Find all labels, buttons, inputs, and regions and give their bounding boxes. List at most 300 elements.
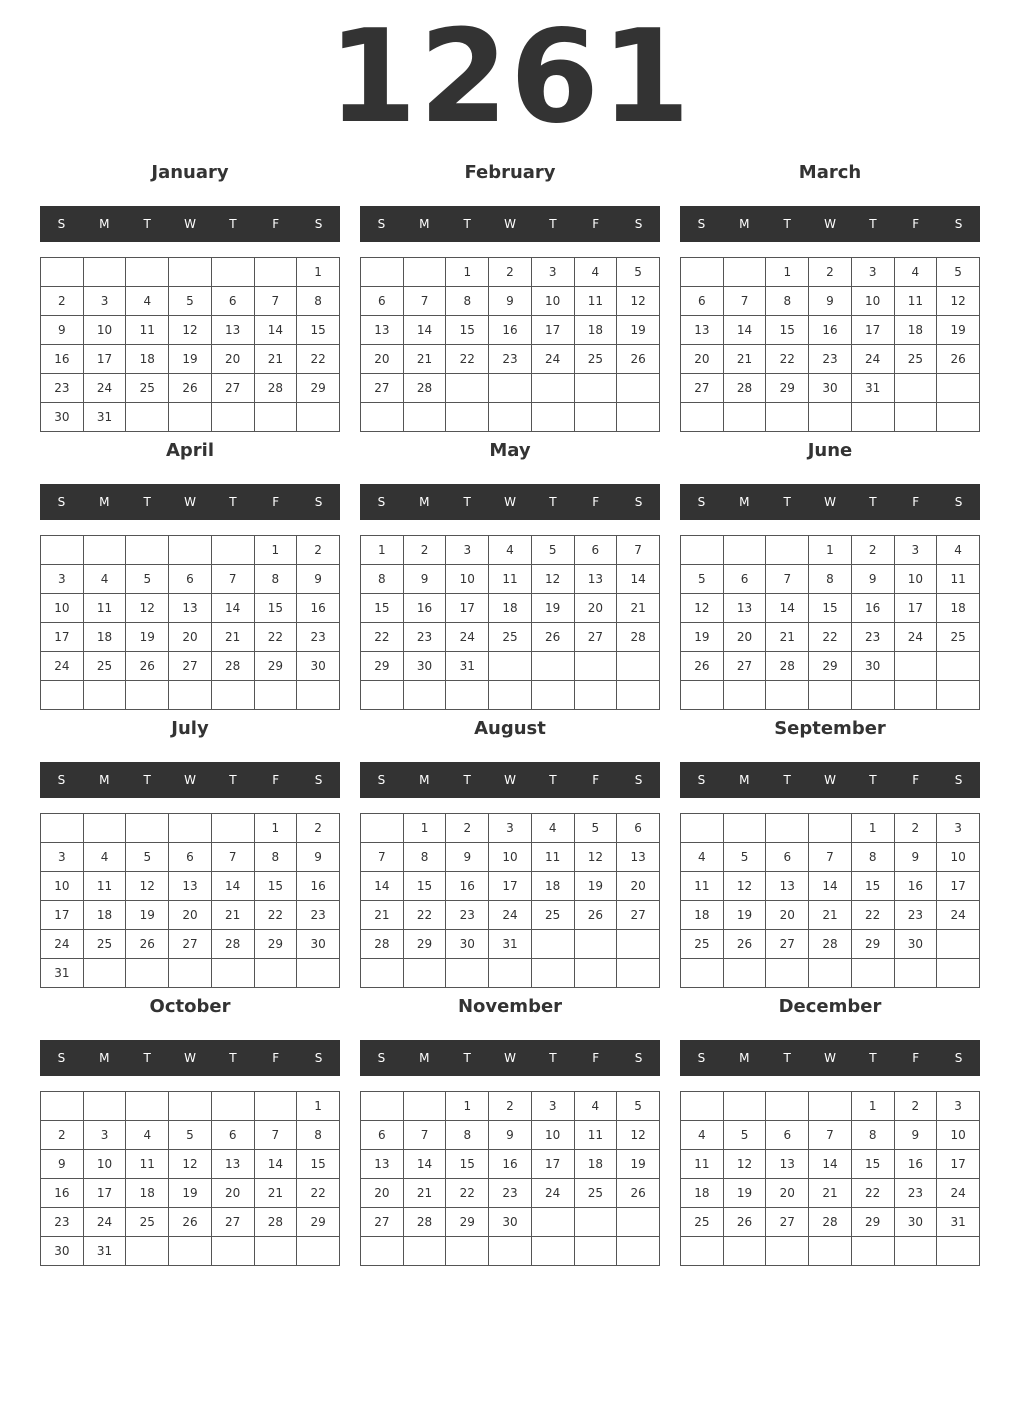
day-grid [40, 535, 340, 710]
empty-cell [937, 403, 980, 432]
week-row [41, 345, 340, 374]
week-row [41, 623, 340, 652]
weekday-label: S [634, 1051, 643, 1065]
day-cell: 23 [297, 623, 340, 652]
empty-cell [851, 1237, 894, 1266]
day-cell: 19 [617, 1150, 660, 1179]
day-cell: 21 [809, 1179, 852, 1208]
day-cell: 16 [809, 316, 852, 345]
day-cell: 28 [361, 930, 404, 959]
day-cell: 10 [41, 594, 84, 623]
empty-cell [254, 403, 297, 432]
day-cell: 16 [41, 345, 84, 374]
day-cell: 14 [403, 316, 446, 345]
day-cell: 13 [766, 872, 809, 901]
weekday-label: S [377, 495, 386, 509]
week-row [41, 814, 340, 843]
day-cell: 3 [446, 536, 489, 565]
weekday-label: S [697, 217, 706, 231]
day-cell: 9 [41, 316, 84, 345]
empty-cell [446, 681, 489, 710]
day-cell: 12 [681, 594, 724, 623]
day-cell: 8 [297, 1121, 340, 1150]
week-row [361, 536, 660, 565]
day-cell: 30 [41, 1237, 84, 1266]
day-cell: 18 [574, 1150, 617, 1179]
day-cell: 3 [531, 258, 574, 287]
weekday-label: M [739, 773, 750, 787]
day-cell: 16 [403, 594, 446, 623]
day-cell: 16 [297, 594, 340, 623]
weekday-label: T [143, 495, 151, 509]
week-row [41, 872, 340, 901]
day-cell: 1 [851, 1092, 894, 1121]
empty-cell [126, 536, 169, 565]
weekday-label: S [697, 495, 706, 509]
week-row [681, 287, 980, 316]
day-cell: 11 [574, 287, 617, 316]
day-cell: 15 [254, 872, 297, 901]
weekday-label: S [634, 495, 643, 509]
day-cell: 14 [361, 872, 404, 901]
day-cell: 13 [617, 843, 660, 872]
day-cell: 4 [894, 258, 937, 287]
day-cell: 23 [894, 1179, 937, 1208]
day-cell: 5 [617, 258, 660, 287]
weekday-label: T [229, 217, 237, 231]
week-row [41, 901, 340, 930]
week-row [361, 1092, 660, 1121]
empty-cell [937, 959, 980, 988]
day-cell: 10 [937, 843, 980, 872]
weekday-label: F [592, 1051, 600, 1065]
day-cell: 24 [83, 1208, 126, 1237]
day-cell: 2 [41, 1121, 84, 1150]
empty-cell [723, 1237, 766, 1266]
day-cell: 11 [937, 565, 980, 594]
weekday-label: T [869, 217, 877, 231]
empty-cell [169, 258, 212, 287]
empty-cell [83, 1092, 126, 1121]
day-cell: 25 [489, 623, 532, 652]
weekday-label: F [272, 773, 280, 787]
week-row [681, 1121, 980, 1150]
day-cell: 29 [297, 1208, 340, 1237]
empty-cell [297, 959, 340, 988]
empty-cell [211, 1092, 254, 1121]
weekday-label: T [869, 773, 877, 787]
day-cell: 1 [766, 258, 809, 287]
week-row [681, 1179, 980, 1208]
day-cell: 19 [531, 594, 574, 623]
day-cell: 4 [489, 536, 532, 565]
day-cell: 7 [211, 565, 254, 594]
day-cell: 7 [809, 1121, 852, 1150]
empty-cell [894, 1237, 937, 1266]
day-cell: 29 [766, 374, 809, 403]
day-cell: 29 [851, 930, 894, 959]
empty-cell [83, 681, 126, 710]
day-cell: 29 [361, 652, 404, 681]
empty-cell [403, 1092, 446, 1121]
day-cell: 23 [809, 345, 852, 374]
weekday-label: F [912, 495, 920, 509]
day-cell: 18 [126, 1179, 169, 1208]
week-row [681, 959, 980, 988]
weekday-label: S [954, 1051, 963, 1065]
week-row [361, 872, 660, 901]
weekday-label: T [463, 217, 471, 231]
day-cell: 25 [126, 1208, 169, 1237]
weekday-header [360, 1040, 660, 1076]
empty-cell [766, 681, 809, 710]
day-cell: 26 [723, 1208, 766, 1237]
day-cell: 25 [937, 623, 980, 652]
week-row [681, 681, 980, 710]
day-cell: 4 [681, 843, 724, 872]
day-cell: 27 [211, 374, 254, 403]
empty-cell [297, 1237, 340, 1266]
empty-cell [937, 681, 980, 710]
day-cell: 19 [126, 901, 169, 930]
empty-cell [169, 403, 212, 432]
empty-cell [937, 1237, 980, 1266]
day-cell: 23 [297, 901, 340, 930]
week-row [681, 930, 980, 959]
empty-cell [41, 536, 84, 565]
empty-cell [126, 959, 169, 988]
day-cell: 7 [766, 565, 809, 594]
week-row [681, 843, 980, 872]
day-cell: 11 [83, 594, 126, 623]
week-row [681, 594, 980, 623]
day-cell: 9 [894, 843, 937, 872]
weekday-label: T [229, 495, 237, 509]
empty-cell [361, 403, 404, 432]
weekday-label: M [419, 1051, 430, 1065]
day-cell: 15 [361, 594, 404, 623]
day-cell: 20 [169, 901, 212, 930]
weekday-label: T [229, 1051, 237, 1065]
day-grid [360, 257, 660, 432]
week-row [681, 403, 980, 432]
day-cell: 24 [446, 623, 489, 652]
week-row [361, 316, 660, 345]
empty-cell [617, 403, 660, 432]
empty-cell [403, 959, 446, 988]
weekday-label: F [912, 1051, 920, 1065]
day-cell: 31 [83, 403, 126, 432]
day-cell: 20 [617, 872, 660, 901]
day-cell: 25 [681, 1208, 724, 1237]
day-cell: 13 [361, 1150, 404, 1179]
empty-cell [809, 403, 852, 432]
week-row [361, 681, 660, 710]
week-row [361, 403, 660, 432]
day-cell: 26 [617, 345, 660, 374]
weekday-label: S [57, 495, 66, 509]
empty-cell [531, 1237, 574, 1266]
empty-cell [403, 681, 446, 710]
day-cell: 9 [297, 843, 340, 872]
empty-cell [766, 1092, 809, 1121]
week-row [41, 258, 340, 287]
empty-cell [211, 403, 254, 432]
day-cell: 1 [403, 814, 446, 843]
empty-cell [254, 1237, 297, 1266]
empty-cell [681, 1237, 724, 1266]
day-cell: 5 [617, 1092, 660, 1121]
day-cell: 13 [681, 316, 724, 345]
weekday-label: F [912, 773, 920, 787]
day-cell: 2 [489, 258, 532, 287]
week-row [361, 1179, 660, 1208]
empty-cell [169, 536, 212, 565]
empty-cell [531, 1208, 574, 1237]
day-cell: 17 [446, 594, 489, 623]
day-cell: 10 [83, 316, 126, 345]
day-cell: 2 [446, 814, 489, 843]
day-cell: 8 [766, 287, 809, 316]
week-row [41, 1208, 340, 1237]
day-cell: 3 [83, 1121, 126, 1150]
day-cell: 17 [531, 1150, 574, 1179]
day-cell: 12 [531, 565, 574, 594]
day-cell: 20 [723, 623, 766, 652]
day-cell: 16 [41, 1179, 84, 1208]
empty-cell [361, 814, 404, 843]
empty-cell [574, 374, 617, 403]
empty-cell [809, 681, 852, 710]
day-cell: 18 [894, 316, 937, 345]
day-cell: 11 [894, 287, 937, 316]
day-cell: 13 [169, 872, 212, 901]
day-cell: 23 [851, 623, 894, 652]
day-cell: 12 [723, 1150, 766, 1179]
day-cell: 5 [169, 287, 212, 316]
day-cell: 3 [41, 565, 84, 594]
week-row [681, 258, 980, 287]
empty-cell [681, 1092, 724, 1121]
day-cell: 13 [723, 594, 766, 623]
day-cell: 3 [937, 1092, 980, 1121]
week-row [681, 623, 980, 652]
day-cell: 30 [809, 374, 852, 403]
day-cell: 6 [617, 814, 660, 843]
day-cell: 5 [681, 565, 724, 594]
day-cell: 4 [681, 1121, 724, 1150]
empty-cell [766, 959, 809, 988]
weekday-label: T [549, 495, 557, 509]
day-cell: 8 [254, 843, 297, 872]
empty-cell [531, 930, 574, 959]
empty-cell [723, 1092, 766, 1121]
empty-cell [766, 1237, 809, 1266]
day-cell: 15 [446, 1150, 489, 1179]
day-cell: 1 [297, 258, 340, 287]
day-cell: 30 [297, 652, 340, 681]
weekday-label: M [739, 1051, 750, 1065]
day-cell: 3 [937, 814, 980, 843]
day-cell: 29 [851, 1208, 894, 1237]
month-name: August [474, 718, 546, 739]
week-row [681, 536, 980, 565]
day-cell: 7 [361, 843, 404, 872]
empty-cell [766, 403, 809, 432]
weekday-label: W [504, 773, 516, 787]
week-row [681, 565, 980, 594]
weekday-label: F [912, 217, 920, 231]
weekday-label: S [954, 773, 963, 787]
day-cell: 4 [531, 814, 574, 843]
day-cell: 16 [489, 1150, 532, 1179]
weekday-label: T [463, 1051, 471, 1065]
day-cell: 23 [403, 623, 446, 652]
day-cell: 27 [169, 652, 212, 681]
empty-cell [169, 1237, 212, 1266]
day-cell: 8 [403, 843, 446, 872]
empty-cell [403, 403, 446, 432]
day-cell: 8 [851, 843, 894, 872]
day-cell: 26 [126, 930, 169, 959]
day-cell: 2 [851, 536, 894, 565]
weekday-label: W [184, 1051, 196, 1065]
day-cell: 22 [851, 901, 894, 930]
day-cell: 11 [531, 843, 574, 872]
day-cell: 19 [723, 1179, 766, 1208]
week-row [41, 652, 340, 681]
day-cell: 18 [489, 594, 532, 623]
day-cell: 23 [894, 901, 937, 930]
weekday-label: T [463, 773, 471, 787]
empty-cell [211, 536, 254, 565]
day-cell: 10 [937, 1121, 980, 1150]
day-cell: 24 [851, 345, 894, 374]
day-cell: 9 [489, 1121, 532, 1150]
weekday-label: T [549, 1051, 557, 1065]
day-cell: 30 [851, 652, 894, 681]
weekday-label: S [377, 1051, 386, 1065]
week-row [681, 316, 980, 345]
empty-cell [723, 959, 766, 988]
week-row [41, 1150, 340, 1179]
empty-cell [446, 403, 489, 432]
day-cell: 6 [211, 287, 254, 316]
week-row [41, 1179, 340, 1208]
weekday-label: T [783, 495, 791, 509]
empty-cell [83, 258, 126, 287]
day-cell: 24 [41, 652, 84, 681]
weekday-label: M [419, 217, 430, 231]
day-cell: 14 [809, 1150, 852, 1179]
week-row [681, 872, 980, 901]
month-name: May [489, 440, 531, 461]
empty-cell [126, 814, 169, 843]
empty-cell [809, 1092, 852, 1121]
weekday-label: W [824, 1051, 836, 1065]
day-cell: 20 [361, 345, 404, 374]
day-cell: 11 [126, 316, 169, 345]
week-row [361, 374, 660, 403]
empty-cell [41, 258, 84, 287]
day-cell: 17 [894, 594, 937, 623]
empty-cell [126, 681, 169, 710]
empty-cell [617, 930, 660, 959]
week-row [681, 1237, 980, 1266]
day-cell: 31 [83, 1237, 126, 1266]
day-cell: 25 [574, 345, 617, 374]
day-cell: 29 [809, 652, 852, 681]
day-cell: 24 [489, 901, 532, 930]
day-cell: 23 [41, 374, 84, 403]
empty-cell [254, 258, 297, 287]
week-row [361, 1150, 660, 1179]
day-cell: 1 [851, 814, 894, 843]
day-cell: 18 [681, 1179, 724, 1208]
day-cell: 3 [83, 287, 126, 316]
day-cell: 19 [681, 623, 724, 652]
month-name: April [165, 440, 215, 461]
day-cell: 11 [574, 1121, 617, 1150]
day-cell: 22 [446, 345, 489, 374]
empty-cell [723, 681, 766, 710]
empty-cell [446, 959, 489, 988]
empty-cell [361, 959, 404, 988]
day-cell: 4 [126, 1121, 169, 1150]
day-cell: 9 [41, 1150, 84, 1179]
day-cell: 7 [403, 1121, 446, 1150]
empty-cell [41, 681, 84, 710]
empty-cell [403, 258, 446, 287]
empty-cell [681, 814, 724, 843]
day-cell: 23 [41, 1208, 84, 1237]
day-cell: 14 [809, 872, 852, 901]
day-grid [680, 535, 980, 710]
empty-cell [617, 681, 660, 710]
weekday-header [40, 206, 340, 242]
day-cell: 26 [723, 930, 766, 959]
weekday-label: S [634, 773, 643, 787]
empty-cell [617, 959, 660, 988]
empty-cell [83, 536, 126, 565]
day-cell: 7 [723, 287, 766, 316]
empty-cell [254, 681, 297, 710]
empty-cell [937, 652, 980, 681]
empty-cell [809, 1237, 852, 1266]
day-cell: 27 [211, 1208, 254, 1237]
week-row [681, 814, 980, 843]
empty-cell [723, 403, 766, 432]
day-cell: 28 [403, 1208, 446, 1237]
weekday-label: M [739, 495, 750, 509]
empty-cell [169, 1092, 212, 1121]
day-cell: 17 [937, 1150, 980, 1179]
day-cell: 21 [723, 345, 766, 374]
empty-cell [894, 652, 937, 681]
weekday-label: W [184, 773, 196, 787]
weekday-header [680, 1040, 980, 1076]
week-row [41, 594, 340, 623]
day-cell: 7 [809, 843, 852, 872]
week-row [361, 565, 660, 594]
weekday-label: S [377, 217, 386, 231]
day-cell: 6 [681, 287, 724, 316]
day-cell: 23 [489, 345, 532, 374]
week-row [361, 843, 660, 872]
day-cell: 5 [126, 843, 169, 872]
day-cell: 20 [766, 901, 809, 930]
day-cell: 15 [809, 594, 852, 623]
